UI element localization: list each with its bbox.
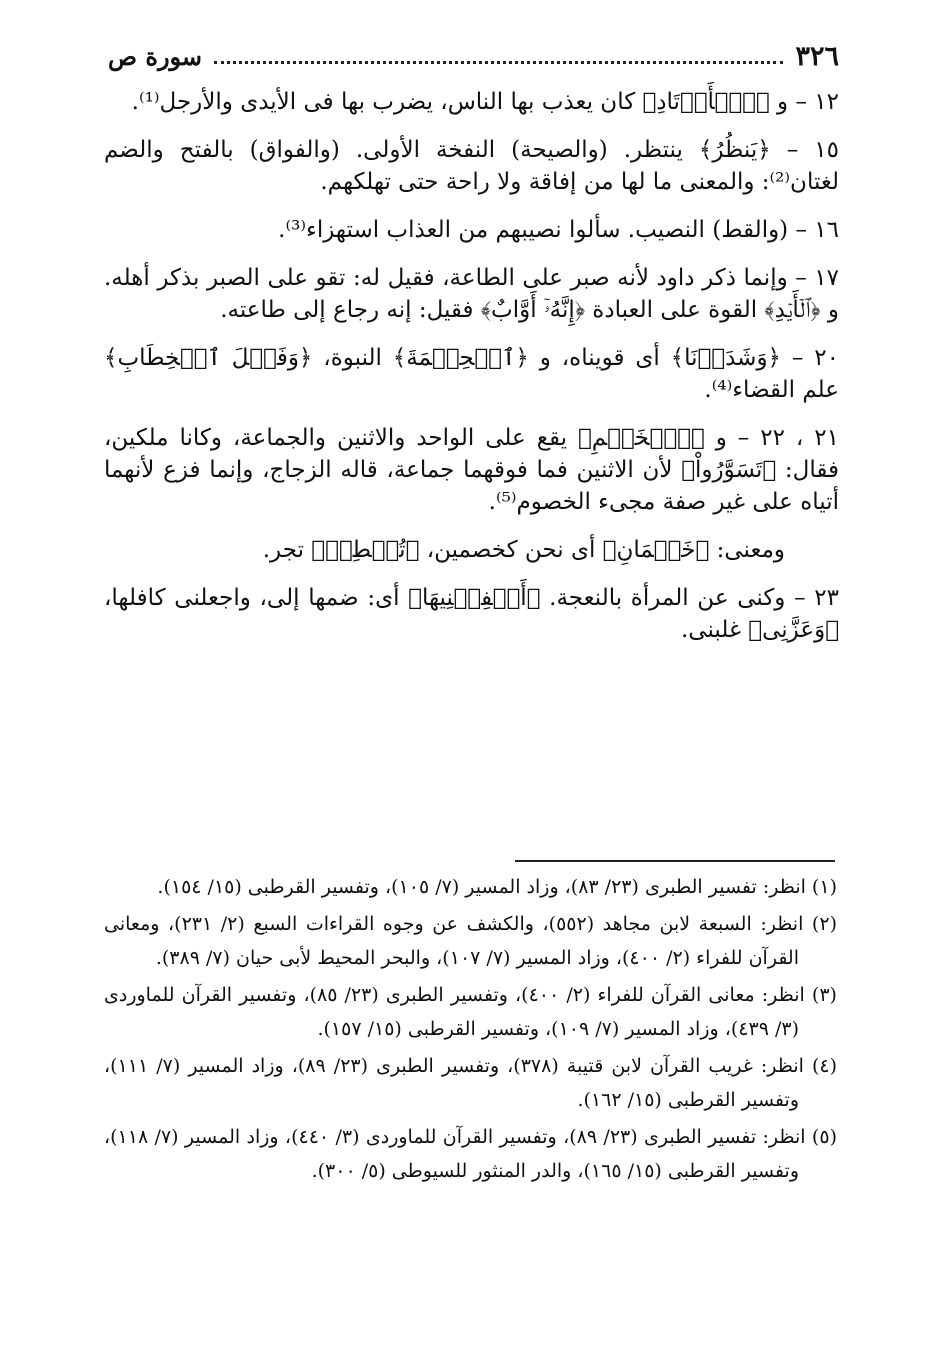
- footnotes: [104, 870, 837, 1191]
- footnote-1: (١) انظر: تفسير الطبرى (٢٣/ ٨٣)، وزاد المسير (٧/ ١٠٥)، وتفسير القرطبى (١٥/ ١٥٤).: [157, 876, 837, 898]
- paragraph-verse-15: ١٥ – ﴿يَنظُرُ﴾ ينتظر. (والصيحة) النفخة الأولى. (والفواق) بالفتح والضم لغتان⁽²⁾: والمعنى ما لها من إفاقة ولا راحة حتى تهلكهم.: [104, 137, 839, 195]
- footnote-4: (٤) انظر: غريب القرآن لابن قتيبة (٣٧٨)، وتفسير الطبرى (٢٣/ ٨٩)، وزاد المسير (٧/ ١١١)، وتفسير القرطبى (١٥/ ١٦٢).: [104, 1055, 837, 1111]
- paragraph-verse-23: ٢٣ – وكنى عن المرأة بالنعجة. ﴿أَكۡفِلۡنِيهَا﴾ أى: ضمها إلى، واجعلنى كافلها، ﴿وَعَزَّنِى﴾ غلبنى.: [104, 585, 839, 643]
- footnote-2: (٢) انظر: السبعة لابن مجاهد (٥٥٢)، والكشف عن وجوه القراءات السبع (٢/ ٢٣١)، ومعانى القرآن للفراء (٢/ ٤٠٠)، وزاد المسير (٧/ ١٠٧)، والبحر المحيط لأبى حيان (٧/ ٣٨٩).: [104, 913, 837, 969]
- page-header: [108, 36, 839, 76]
- surah-title: سورة ص: [108, 41, 203, 71]
- main-text: [104, 86, 839, 662]
- footnote-5: (٥) انظر: تفسير الطبرى (٢٣/ ٨٩)، وتفسير القرآن للماوردى (٣/ ٤٤٠)، وزاد المسير (٧/ ١١٨)، وتفسير القرطبى (١٥/ ١٦٥)، والدر المنثور للسيوطى (٥/ ٣٠٠).: [104, 1126, 837, 1182]
- paragraph-verse-12: ١٢ – و ﴿ٱلۡأَوۡتَادِ﴾ كان يعذب بها الناس، يضرب بها فى الأيدى والأرجل⁽¹⁾.: [131, 89, 839, 115]
- paragraph-verse-17: ١٧ – وإنما ذكر داود لأنه صبر على الطاعة، فقيل له: تقو على الصبر بذكر أهله. و ﴿ٱلۡأَيۡدِ﴾ القوة على العبادة ﴿إِنَّهُۥٓ أَوَّابٌ﴾ فقيل: إنه رجاع إلى طاعته.: [104, 265, 839, 323]
- footnote-3: (٣) انظر: معانى القرآن للفراء (٢/ ٤٠٠)، وتفسير الطبرى (٢٣/ ٨٥)، وتفسير القرآن للماوردى (٣/ ٤٣٩)، وزاد المسير (٧/ ١٠٩)، وتفسير القرطبى (١٥/ ١٥٧).: [104, 984, 837, 1040]
- paragraph-verse-21-22: ٢١ ، ٢٢ – و ﴿ٱلۡخَصۡمِ﴾ يقع على الواحد والاثنين والجماعة، وكانا ملكين، فقال: ﴿تَسَوَّرُواْ﴾ لأن الاثنين فما فوقهما جماعة، قاله الزجاج، وإنما فزع لأنهما أتياه على غير صفة مجىء الخصوم⁽⁵⁾.: [104, 425, 839, 515]
- footnote-separator: [515, 860, 835, 862]
- paragraph-verse-16: ١٦ – (والقط) النصيب. سألوا نصيبهم من العذاب استهزاء⁽³⁾.: [278, 217, 839, 243]
- paragraph-verse-20: ٢٠ – ﴿وَشَدَدۡنَا﴾ أى قويناه، و ﴿ٱلۡحِكۡمَةَ﴾ النبوة، ﴿وَفَصۡلَ ٱلۡخِطَابِ﴾ علم القضاء⁽⁴⁾.: [104, 345, 839, 403]
- page-number: ٣٢٦: [795, 40, 839, 72]
- header-dotted-leader: [214, 61, 783, 64]
- paragraph-meaning: ومعنى: ﴿خَصۡمَانِ﴾ أى نحن كخصمين، ﴿تُشۡطِطۡ﴾ تجر.: [262, 537, 785, 563]
